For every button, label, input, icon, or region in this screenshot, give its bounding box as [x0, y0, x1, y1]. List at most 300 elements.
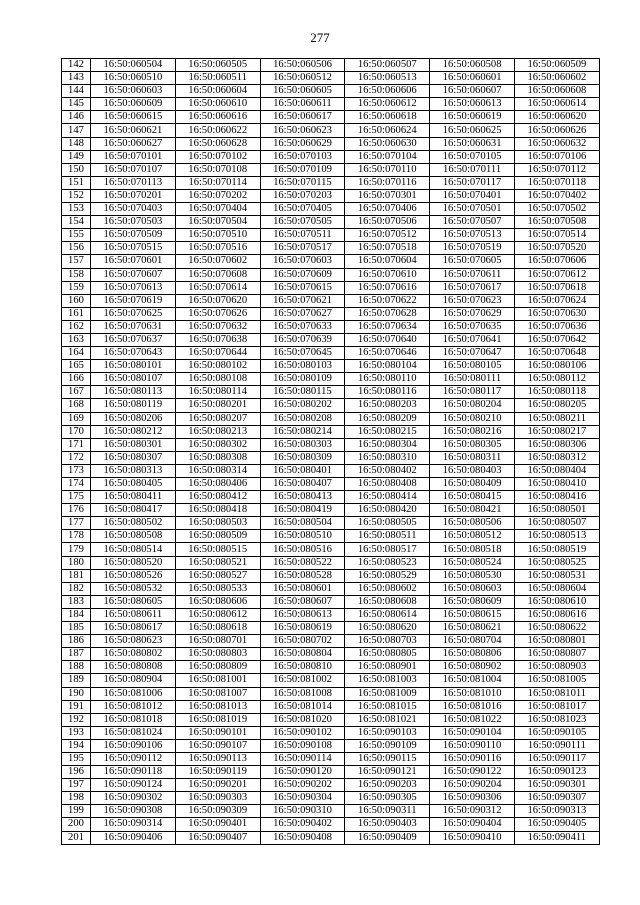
cadastral-number-cell: 16:50:070517	[260, 242, 345, 255]
cadastral-number-cell: 16:50:090124	[91, 779, 176, 792]
cadastral-number-cell: 16:50:090104	[430, 726, 515, 739]
cadastral-number-cell: 16:50:090406	[91, 831, 176, 844]
cadastral-number-cell: 16:50:080311	[430, 451, 515, 464]
cadastral-number-cell: 16:50:070107	[91, 163, 176, 176]
cadastral-number-cell: 16:50:080210	[430, 412, 515, 425]
cadastral-number-cell: 16:50:090302	[91, 792, 176, 805]
cadastral-number-cell: 16:50:070613	[91, 281, 176, 294]
cadastral-number-cell: 16:50:080607	[260, 595, 345, 608]
cadastral-number-cell: 16:50:080305	[430, 438, 515, 451]
cadastral-number-cell: 16:50:060609	[91, 98, 176, 111]
table-row	[62, 242, 600, 255]
cadastral-number-cell: 16:50:090109	[345, 739, 430, 752]
cadastral-number-cell: 16:50:080618	[175, 622, 260, 635]
table-row	[62, 189, 600, 202]
cadastral-number-cell: 16:50:080201	[175, 399, 260, 412]
cadastral-number-cell: 16:50:060607	[430, 85, 515, 98]
cadastral-number-cell: 16:50:090203	[345, 779, 430, 792]
cadastral-number-cell: 16:50:080108	[175, 373, 260, 386]
table-row	[62, 216, 600, 229]
row-number-cell: 148	[62, 137, 91, 150]
cadastral-number-cell: 16:50:080202	[260, 399, 345, 412]
table-row	[62, 635, 600, 648]
cadastral-number-cell: 16:50:080614	[345, 608, 430, 621]
cadastral-number-cell: 16:50:080513	[514, 530, 599, 543]
row-number-cell: 173	[62, 464, 91, 477]
table-row	[62, 360, 600, 373]
cadastral-number-cell: 16:50:070105	[430, 150, 515, 163]
cadastral-number-cell: 16:50:080217	[514, 425, 599, 438]
row-number-cell: 151	[62, 176, 91, 189]
cadastral-number-cell: 16:50:070627	[260, 307, 345, 320]
cadastral-number-cell: 16:50:080401	[260, 464, 345, 477]
cadastral-number-cell: 16:50:081023	[514, 713, 599, 726]
row-number-cell: 182	[62, 582, 91, 595]
table-row	[62, 661, 600, 674]
cadastral-number-cell: 16:50:080119	[91, 399, 176, 412]
cadastral-number-cell: 16:50:070632	[175, 320, 260, 333]
cadastral-number-cell: 16:50:070505	[260, 216, 345, 229]
cadastral-number-cell: 16:50:081013	[175, 700, 260, 713]
table-row	[62, 268, 600, 281]
cadastral-number-cell: 16:50:070642	[514, 333, 599, 346]
cadastral-number-cell: 16:50:080309	[260, 451, 345, 464]
cadastral-number-cell: 16:50:080505	[345, 517, 430, 530]
row-number-cell: 201	[62, 831, 91, 844]
cadastral-number-cell: 16:50:080810	[260, 661, 345, 674]
cadastral-number-cell: 16:50:080420	[345, 504, 430, 517]
cadastral-number-cell: 16:50:070518	[345, 242, 430, 255]
cadastral-number-cell: 16:50:060622	[175, 124, 260, 137]
table-row	[62, 674, 600, 687]
cadastral-number-cell: 16:50:080531	[514, 569, 599, 582]
row-number-cell: 198	[62, 792, 91, 805]
cadastral-number-cell: 16:50:081001	[175, 674, 260, 687]
cadastral-number-cell: 16:50:080302	[175, 438, 260, 451]
row-number-cell: 176	[62, 504, 91, 517]
cadastral-number-cell: 16:50:080623	[91, 635, 176, 648]
table-body	[62, 59, 600, 845]
cadastral-number-cell: 16:50:070606	[514, 255, 599, 268]
table-row	[62, 386, 600, 399]
table-row	[62, 491, 600, 504]
cadastral-number-cell: 16:50:070117	[430, 176, 515, 189]
cadastral-number-cell: 16:50:060506	[260, 59, 345, 72]
cadastral-number-cell: 16:50:080312	[514, 451, 599, 464]
cadastral-number-cell: 16:50:080701	[175, 635, 260, 648]
cadastral-number-cell: 16:50:080602	[345, 582, 430, 595]
table-row	[62, 425, 600, 438]
cadastral-number-cell: 16:50:070501	[430, 203, 515, 216]
table-row	[62, 569, 600, 582]
table-row	[62, 752, 600, 765]
cadastral-number-cell: 16:50:060603	[91, 85, 176, 98]
cadastral-number-cell: 16:50:080207	[175, 412, 260, 425]
page-number: 277	[310, 30, 330, 45]
cadastral-number-cell: 16:50:060630	[345, 137, 430, 150]
cadastral-number-cell: 16:50:060512	[260, 72, 345, 85]
cadastral-number-cell: 16:50:070513	[430, 229, 515, 242]
cadastral-number-cell: 16:50:070503	[91, 216, 176, 229]
cadastral-number-cell: 16:50:080314	[175, 464, 260, 477]
cadastral-number-cell: 16:50:090401	[175, 818, 260, 831]
cadastral-number-cell: 16:50:080508	[91, 530, 176, 543]
cadastral-number-cell: 16:50:080414	[345, 491, 430, 504]
cadastral-number-cell: 16:50:080526	[91, 569, 176, 582]
cadastral-number-cell: 16:50:080409	[430, 478, 515, 491]
cadastral-number-cell: 16:50:090115	[345, 752, 430, 765]
cadastral-number-cell: 16:50:070629	[430, 307, 515, 320]
table-row	[62, 59, 600, 72]
cadastral-number-cell: 16:50:080528	[260, 569, 345, 582]
cadastral-number-cell: 16:50:080106	[514, 360, 599, 373]
row-number-cell: 171	[62, 438, 91, 451]
cadastral-number-cell: 16:50:080211	[514, 412, 599, 425]
cadastral-number-cell: 16:50:081022	[430, 713, 515, 726]
cadastral-number-cell: 16:50:080511	[345, 530, 430, 543]
cadastral-number-cell: 16:50:070101	[91, 150, 176, 163]
cadastral-number-cell: 16:50:070404	[175, 203, 260, 216]
cadastral-number-cell: 16:50:081012	[91, 700, 176, 713]
cadastral-number-cell: 16:50:060623	[260, 124, 345, 137]
table-row	[62, 478, 600, 491]
cadastral-number-cell: 16:50:090101	[175, 726, 260, 739]
cadastral-number-cell: 16:50:090305	[345, 792, 430, 805]
cadastral-number-cell: 16:50:090310	[260, 805, 345, 818]
table-row	[62, 608, 600, 621]
table-row	[62, 687, 600, 700]
cadastral-number-cell: 16:50:080904	[91, 674, 176, 687]
table-row	[62, 779, 600, 792]
cadastral-number-cell: 16:50:090313	[514, 805, 599, 818]
cadastral-number-cell: 16:50:080304	[345, 438, 430, 451]
table-row	[62, 648, 600, 661]
cadastral-number-cell: 16:50:080213	[175, 425, 260, 438]
cadastral-number-cell: 16:50:080101	[91, 360, 176, 373]
cadastral-number-cell: 16:50:070113	[91, 176, 176, 189]
row-number-cell: 166	[62, 373, 91, 386]
cadastral-number-cell: 16:50:070510	[175, 229, 260, 242]
cadastral-number-cell: 16:50:090309	[175, 805, 260, 818]
cadastral-number-cell: 16:50:080307	[91, 451, 176, 464]
cadastral-number-cell: 16:50:070520	[514, 242, 599, 255]
cadastral-number-cell: 16:50:090108	[260, 739, 345, 752]
table-row	[62, 72, 600, 85]
table-row	[62, 281, 600, 294]
table-row	[62, 294, 600, 307]
cadastral-number-cell: 16:50:090107	[175, 739, 260, 752]
cadastral-number-cell: 16:50:080529	[345, 569, 430, 582]
cadastral-number-cell: 16:50:080521	[175, 556, 260, 569]
cadastral-number-cell: 16:50:090409	[345, 831, 430, 844]
cadastral-number-cell: 16:50:080407	[260, 478, 345, 491]
cadastral-number-cell: 16:50:090204	[430, 779, 515, 792]
cadastral-number-cell: 16:50:080105	[430, 360, 515, 373]
cadastral-number-cell: 16:50:070509	[91, 229, 176, 242]
cadastral-number-cell: 16:50:070622	[345, 294, 430, 307]
row-number-cell: 152	[62, 189, 91, 202]
cadastral-number-cell: 16:50:080610	[514, 595, 599, 608]
table-row	[62, 595, 600, 608]
row-number-cell: 194	[62, 739, 91, 752]
cadastral-number-cell: 16:50:080702	[260, 635, 345, 648]
row-number-cell: 175	[62, 491, 91, 504]
cadastral-number-cell: 16:50:080619	[260, 622, 345, 635]
table-row	[62, 582, 600, 595]
cadastral-number-cell: 16:50:060616	[175, 111, 260, 124]
cadastral-number-cell: 16:50:080604	[514, 582, 599, 595]
cadastral-number-cell: 16:50:070647	[430, 347, 515, 360]
cadastral-number-cell: 16:50:060509	[514, 59, 599, 72]
cadastral-number-cell: 16:50:080901	[345, 661, 430, 674]
cadastral-number-cell: 16:50:070506	[345, 216, 430, 229]
cadastral-number-cell: 16:50:080404	[514, 464, 599, 477]
cadastral-number-cell: 16:50:081016	[430, 700, 515, 713]
cadastral-number-cell: 16:50:080306	[514, 438, 599, 451]
cadastral-number-cell: 16:50:081008	[260, 687, 345, 700]
row-number-cell: 145	[62, 98, 91, 111]
cadastral-number-cell: 16:50:060619	[430, 111, 515, 124]
cadastral-number-cell: 16:50:080410	[514, 478, 599, 491]
cadastral-number-cell: 16:50:080421	[430, 504, 515, 517]
cadastral-number-cell: 16:50:080114	[175, 386, 260, 399]
cadastral-number-cell: 16:50:080501	[514, 504, 599, 517]
table-row	[62, 530, 600, 543]
cadastral-number-cell: 16:50:080502	[91, 517, 176, 530]
cadastral-number-cell: 16:50:080605	[91, 595, 176, 608]
row-number-cell: 146	[62, 111, 91, 124]
cadastral-number-cell: 16:50:080419	[260, 504, 345, 517]
cadastral-number-cell: 16:50:070108	[175, 163, 260, 176]
row-number-cell: 157	[62, 255, 91, 268]
cadastral-number-cell: 16:50:090311	[345, 805, 430, 818]
cadastral-number-cell: 16:50:070638	[175, 333, 260, 346]
cadastral-number-cell: 16:50:080617	[91, 622, 176, 635]
cadastral-number-cell: 16:50:070639	[260, 333, 345, 346]
cadastral-number-cell: 16:50:070634	[345, 320, 430, 333]
cadastral-number-cell: 16:50:070612	[514, 268, 599, 281]
cadastral-number-cell: 16:50:080104	[345, 360, 430, 373]
cadastral-number-cell: 16:50:060615	[91, 111, 176, 124]
table-row	[62, 176, 600, 189]
cadastral-number-cell: 16:50:070109	[260, 163, 345, 176]
cadastral-number-cell: 16:50:070625	[91, 307, 176, 320]
row-number-cell: 184	[62, 608, 91, 621]
cadastral-number-cell: 16:50:070608	[175, 268, 260, 281]
cadastral-number-cell: 16:50:090106	[91, 739, 176, 752]
cadastral-number-cell: 16:50:080313	[91, 464, 176, 477]
cadastral-number-cell: 16:50:080510	[260, 530, 345, 543]
cadastral-number-cell: 16:50:080620	[345, 622, 430, 635]
cadastral-number-cell: 16:50:060604	[175, 85, 260, 98]
cadastral-number-cell: 16:50:070641	[430, 333, 515, 346]
cadastral-number-cell: 16:50:060513	[345, 72, 430, 85]
cadastral-number-cell: 16:50:080203	[345, 399, 430, 412]
cadastral-number-cell: 16:50:070512	[345, 229, 430, 242]
cadastral-number-cell: 16:50:080405	[91, 478, 176, 491]
cadastral-number-cell: 16:50:070401	[430, 189, 515, 202]
table-row	[62, 726, 600, 739]
cadastral-number-cell: 16:50:080806	[430, 648, 515, 661]
cadastral-number-cell: 16:50:060621	[91, 124, 176, 137]
cadastral-number-cell: 16:50:070403	[91, 203, 176, 216]
cadastral-number-cell: 16:50:080804	[260, 648, 345, 661]
cadastral-number-cell: 16:50:070110	[345, 163, 430, 176]
cadastral-number-cell: 16:50:080102	[175, 360, 260, 373]
cadastral-number-cell: 16:50:070607	[91, 268, 176, 281]
table-row	[62, 543, 600, 556]
cadastral-number-cell: 16:50:070112	[514, 163, 599, 176]
cadastral-number-cell: 16:50:080212	[91, 425, 176, 438]
cadastral-number-cell: 16:50:080411	[91, 491, 176, 504]
cadastral-number-cell: 16:50:090408	[260, 831, 345, 844]
row-number-cell: 180	[62, 556, 91, 569]
row-number-cell: 190	[62, 687, 91, 700]
cadastral-number-cell: 16:50:070648	[514, 347, 599, 360]
cadastral-number-cell: 16:50:081006	[91, 687, 176, 700]
cadastral-number-cell: 16:50:080533	[175, 582, 260, 595]
cadastral-number-cell: 16:50:060605	[260, 85, 345, 98]
cadastral-number-cell: 16:50:081003	[345, 674, 430, 687]
cadastral-number-cell: 16:50:060618	[345, 111, 430, 124]
row-number-cell: 161	[62, 307, 91, 320]
cadastral-number-cell: 16:50:080518	[430, 543, 515, 556]
row-number-cell: 154	[62, 216, 91, 229]
table-row	[62, 713, 600, 726]
cadastral-number-cell: 16:50:090404	[430, 818, 515, 831]
cadastral-number-cell: 16:50:060626	[514, 124, 599, 137]
cadastral-number-cell: 16:50:060617	[260, 111, 345, 124]
cadastral-number-cell: 16:50:080603	[430, 582, 515, 595]
cadastral-number-cell: 16:50:081018	[91, 713, 176, 726]
cadastral-number-cell: 16:50:060612	[345, 98, 430, 111]
table-row	[62, 504, 600, 517]
cadastral-number-cell: 16:50:090314	[91, 818, 176, 831]
cadastral-number-cell: 16:50:090111	[514, 739, 599, 752]
cadastral-number-cell: 16:50:070511	[260, 229, 345, 242]
row-number-cell: 181	[62, 569, 91, 582]
cadastral-number-cell: 16:50:060507	[345, 59, 430, 72]
cadastral-number-cell: 16:50:080514	[91, 543, 176, 556]
table-row	[62, 556, 600, 569]
row-number-cell: 147	[62, 124, 91, 137]
cadastral-number-cell: 16:50:090307	[514, 792, 599, 805]
table-row	[62, 373, 600, 386]
cadastral-number-cell: 16:50:060631	[430, 137, 515, 150]
cadastral-number-cell: 16:50:060613	[430, 98, 515, 111]
cadastral-number-cell: 16:50:060602	[514, 72, 599, 85]
cadastral-number-cell: 16:50:090102	[260, 726, 345, 739]
cadastral-number-cell: 16:50:090308	[91, 805, 176, 818]
cadastral-table-container	[61, 58, 600, 845]
cadastral-number-cell: 16:50:080406	[175, 478, 260, 491]
table-row	[62, 464, 600, 477]
cadastral-number-cell: 16:50:081021	[345, 713, 430, 726]
table-row	[62, 517, 600, 530]
cadastral-number-cell: 16:50:070516	[175, 242, 260, 255]
cadastral-number-cell: 16:50:080703	[345, 635, 430, 648]
cadastral-number-cell: 16:50:090113	[175, 752, 260, 765]
row-number-cell: 174	[62, 478, 91, 491]
cadastral-number-cell: 16:50:070630	[514, 307, 599, 320]
row-number-cell: 179	[62, 543, 91, 556]
cadastral-number-cell: 16:50:060601	[430, 72, 515, 85]
row-number-cell: 143	[62, 72, 91, 85]
cadastral-number-cell: 16:50:080408	[345, 478, 430, 491]
cadastral-number-cell: 16:50:080115	[260, 386, 345, 399]
cadastral-number-cell: 16:50:070619	[91, 294, 176, 307]
cadastral-number-cell: 16:50:080809	[175, 661, 260, 674]
cadastral-number-cell: 16:50:080215	[345, 425, 430, 438]
cadastral-number-cell: 16:50:070111	[430, 163, 515, 176]
cadastral-number-cell: 16:50:060510	[91, 72, 176, 85]
cadastral-number-cell: 16:50:070624	[514, 294, 599, 307]
cadastral-number-cell: 16:50:080107	[91, 373, 176, 386]
table-row	[62, 818, 600, 831]
row-number-cell: 165	[62, 360, 91, 373]
cadastral-number-cell: 16:50:080507	[514, 517, 599, 530]
cadastral-number-cell: 16:50:070643	[91, 347, 176, 360]
row-number-cell: 188	[62, 661, 91, 674]
row-number-cell: 150	[62, 163, 91, 176]
cadastral-number-cell: 16:50:060508	[430, 59, 515, 72]
cadastral-number-cell: 16:50:060632	[514, 137, 599, 150]
cadastral-number-cell: 16:50:060628	[175, 137, 260, 150]
table-row	[62, 255, 600, 268]
cadastral-number-cell: 16:50:070104	[345, 150, 430, 163]
cadastral-number-cell: 16:50:070102	[175, 150, 260, 163]
cadastral-number-cell: 16:50:080805	[345, 648, 430, 661]
cadastral-number-cell: 16:50:081015	[345, 700, 430, 713]
cadastral-number-cell: 16:50:090411	[514, 831, 599, 844]
row-number-cell: 156	[62, 242, 91, 255]
cadastral-table	[61, 58, 600, 845]
cadastral-number-cell: 16:50:070640	[345, 333, 430, 346]
cadastral-number-cell: 16:50:080417	[91, 504, 176, 517]
cadastral-number-cell: 16:50:080612	[175, 608, 260, 621]
cadastral-number-cell: 16:50:081017	[514, 700, 599, 713]
cadastral-number-cell: 16:50:070621	[260, 294, 345, 307]
cadastral-number-cell: 16:50:070514	[514, 229, 599, 242]
cadastral-number-cell: 16:50:090303	[175, 792, 260, 805]
row-number-cell: 149	[62, 150, 91, 163]
cadastral-number-cell: 16:50:070626	[175, 307, 260, 320]
cadastral-number-cell: 16:50:081005	[514, 674, 599, 687]
cadastral-number-cell: 16:50:070203	[260, 189, 345, 202]
cadastral-number-cell: 16:50:070519	[430, 242, 515, 255]
cadastral-number-cell: 16:50:080515	[175, 543, 260, 556]
row-number-cell: 159	[62, 281, 91, 294]
cadastral-number-cell: 16:50:080402	[345, 464, 430, 477]
cadastral-number-cell: 16:50:080412	[175, 491, 260, 504]
cadastral-number-cell: 16:50:070202	[175, 189, 260, 202]
cadastral-number-cell: 16:50:090410	[430, 831, 515, 844]
table-row	[62, 347, 600, 360]
cadastral-number-cell: 16:50:080512	[430, 530, 515, 543]
cadastral-number-cell: 16:50:090114	[260, 752, 345, 765]
table-row	[62, 451, 600, 464]
cadastral-number-cell: 16:50:081020	[260, 713, 345, 726]
cadastral-number-cell: 16:50:080622	[514, 622, 599, 635]
table-row	[62, 203, 600, 216]
cadastral-number-cell: 16:50:070515	[91, 242, 176, 255]
cadastral-number-cell: 16:50:081014	[260, 700, 345, 713]
row-number-cell: 158	[62, 268, 91, 281]
cadastral-number-cell: 16:50:070602	[175, 255, 260, 268]
cadastral-number-cell: 16:50:080523	[345, 556, 430, 569]
cadastral-number-cell: 16:50:090301	[514, 779, 599, 792]
cadastral-number-cell: 16:50:090119	[175, 766, 260, 779]
